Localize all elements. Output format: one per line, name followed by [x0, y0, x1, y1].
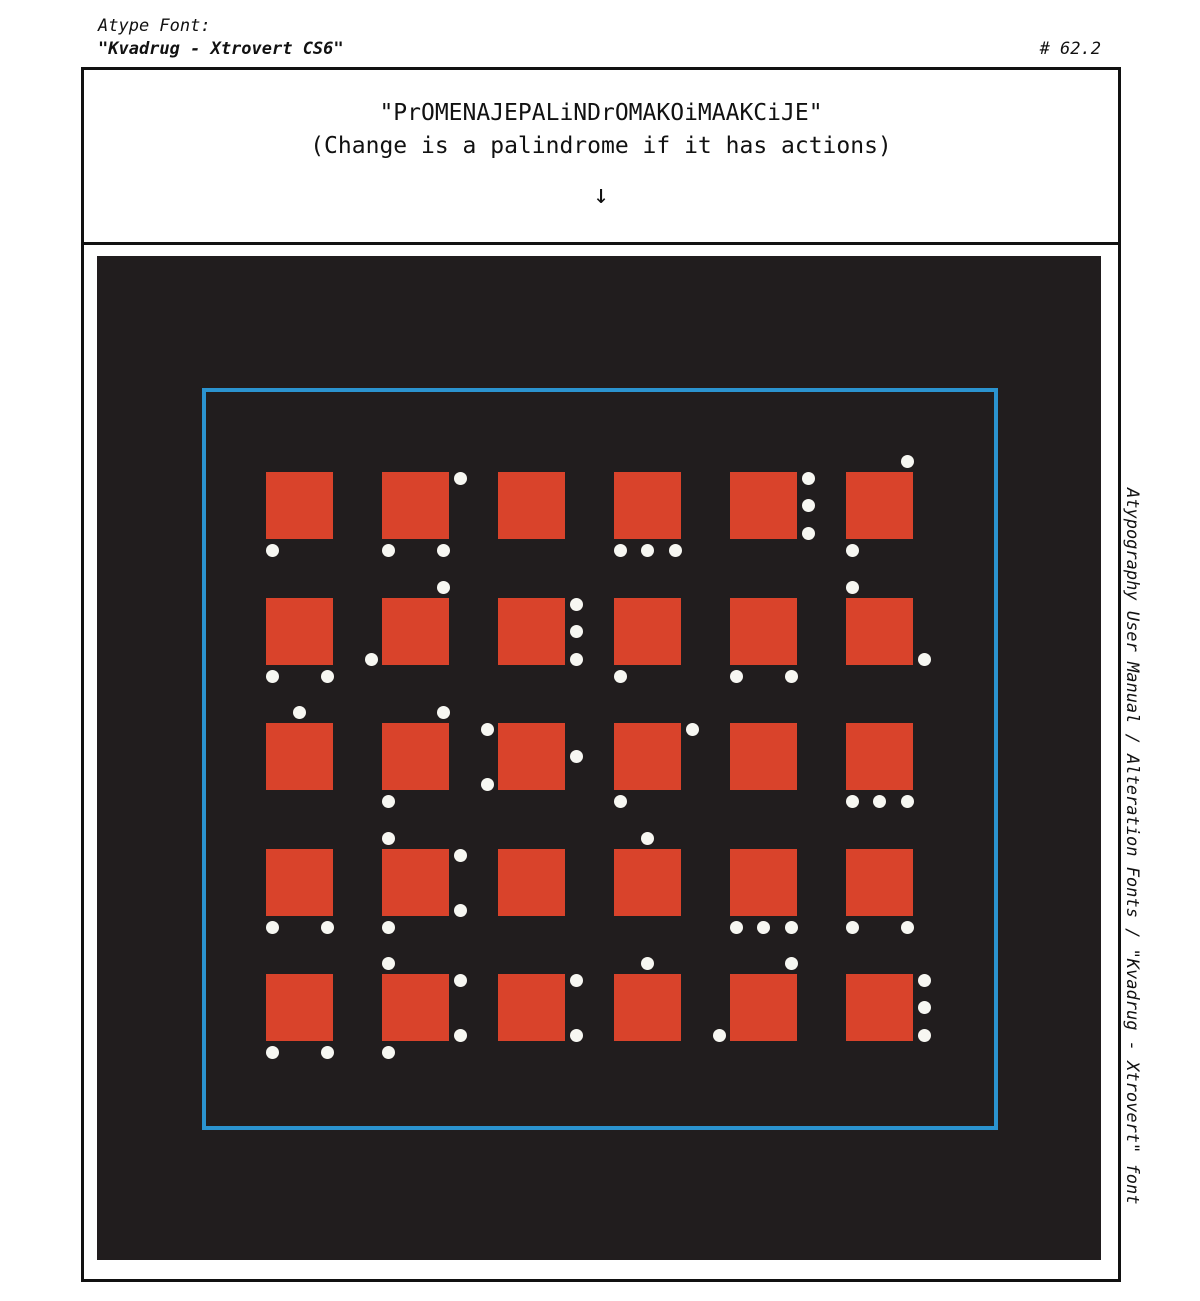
glyph-square	[382, 472, 449, 539]
glyph-dot	[802, 527, 815, 540]
glyph-dot	[686, 723, 699, 736]
glyph-square	[266, 723, 333, 790]
glyph-dot	[454, 849, 467, 862]
glyph-dot	[570, 653, 583, 666]
glyph-square	[614, 472, 681, 539]
glyph-square	[382, 723, 449, 790]
glyph-dot	[481, 723, 494, 736]
glyph-square	[730, 598, 797, 665]
glyph-square	[846, 974, 913, 1041]
glyph-dot	[846, 795, 859, 808]
glyph-dot	[382, 544, 395, 557]
glyph-dot	[901, 455, 914, 468]
glyph-dot	[454, 1029, 467, 1042]
glyph-square	[498, 472, 565, 539]
glyph-dot	[846, 581, 859, 594]
down-arrow-icon: ↓	[593, 180, 609, 210]
glyph-square	[846, 598, 913, 665]
glyph-dot	[570, 598, 583, 611]
glyph-square	[730, 849, 797, 916]
glyph-square	[730, 974, 797, 1041]
encoded-phrase: "PrOMENAJEPALiNDrOMAKOiMAAKCiJE"	[379, 100, 823, 126]
glyph-dot	[266, 921, 279, 934]
glyph-dot	[454, 904, 467, 917]
glyph-dot	[382, 921, 395, 934]
glyph-dot	[901, 795, 914, 808]
glyph-square	[846, 849, 913, 916]
glyph-dot	[570, 625, 583, 638]
glyph-dot	[365, 653, 378, 666]
glyph-square	[266, 974, 333, 1041]
glyph-square	[382, 974, 449, 1041]
header-label: Atype Font:	[98, 16, 211, 36]
glyph-square	[266, 598, 333, 665]
glyph-dot	[901, 921, 914, 934]
glyph-dot	[802, 499, 815, 512]
glyph-dot	[614, 544, 627, 557]
glyph-dot	[713, 1029, 726, 1042]
glyph-dot	[570, 974, 583, 987]
glyph-dot	[785, 670, 798, 683]
glyph-dot	[570, 750, 583, 763]
glyph-square	[266, 472, 333, 539]
glyph-square	[498, 598, 565, 665]
glyph-square	[614, 598, 681, 665]
side-caption: Atypography User Manual / Alteration Fonts / "Kvadrug - Xtrovert" font	[1122, 488, 1142, 1205]
glyph-dot	[641, 832, 654, 845]
glyph-dot	[918, 1001, 931, 1014]
glyph-square	[846, 723, 913, 790]
glyph-dot	[481, 778, 494, 791]
caption-panel	[84, 70, 1118, 245]
glyph-dot	[785, 957, 798, 970]
glyph-dot	[454, 472, 467, 485]
glyph-dot	[785, 921, 798, 934]
glyph-dot	[266, 670, 279, 683]
glyph-dot	[437, 706, 450, 719]
page-number: # 62.2	[1039, 39, 1101, 59]
glyph-dot	[321, 670, 334, 683]
glyph-dot	[730, 670, 743, 683]
glyph-dot	[757, 921, 770, 934]
glyph-dot	[669, 544, 682, 557]
glyph-dot	[846, 921, 859, 934]
glyph-dot	[321, 921, 334, 934]
glyph-square	[498, 723, 565, 790]
glyph-square	[382, 849, 449, 916]
glyph-dot	[918, 653, 931, 666]
glyph-dot	[802, 472, 815, 485]
glyph-square	[614, 974, 681, 1041]
glyph-dot	[873, 795, 886, 808]
glyph-dot	[918, 974, 931, 987]
glyph-square	[614, 723, 681, 790]
glyph-dot	[437, 581, 450, 594]
glyph-dot	[570, 1029, 583, 1042]
glyph-dot	[641, 957, 654, 970]
glyph-dot	[614, 670, 627, 683]
glyph-dot	[730, 921, 743, 934]
glyph-dot	[382, 957, 395, 970]
glyph-square	[266, 849, 333, 916]
glyph-dot	[437, 544, 450, 557]
glyph-dot	[266, 1046, 279, 1059]
glyph-square	[846, 472, 913, 539]
font-name-title: "Kvadrug - Xtrovert CS6"	[98, 39, 344, 59]
glyph-dot	[293, 706, 306, 719]
glyph-artboard	[97, 256, 1101, 1260]
glyph-dot	[382, 795, 395, 808]
glyph-square	[614, 849, 681, 916]
glyph-dot	[266, 544, 279, 557]
glyph-square	[730, 723, 797, 790]
glyph-dot	[382, 832, 395, 845]
glyph-dot	[918, 1029, 931, 1042]
phrase-translation: (Change is a palindrome if it has actions)	[310, 133, 892, 159]
glyph-square	[382, 598, 449, 665]
glyph-dot	[641, 544, 654, 557]
glyph-square	[730, 472, 797, 539]
glyph-dot	[321, 1046, 334, 1059]
glyph-dot	[454, 974, 467, 987]
glyph-dot	[382, 1046, 395, 1059]
glyph-square	[498, 849, 565, 916]
glyph-dot	[614, 795, 627, 808]
glyph-dot	[846, 544, 859, 557]
glyph-square	[498, 974, 565, 1041]
